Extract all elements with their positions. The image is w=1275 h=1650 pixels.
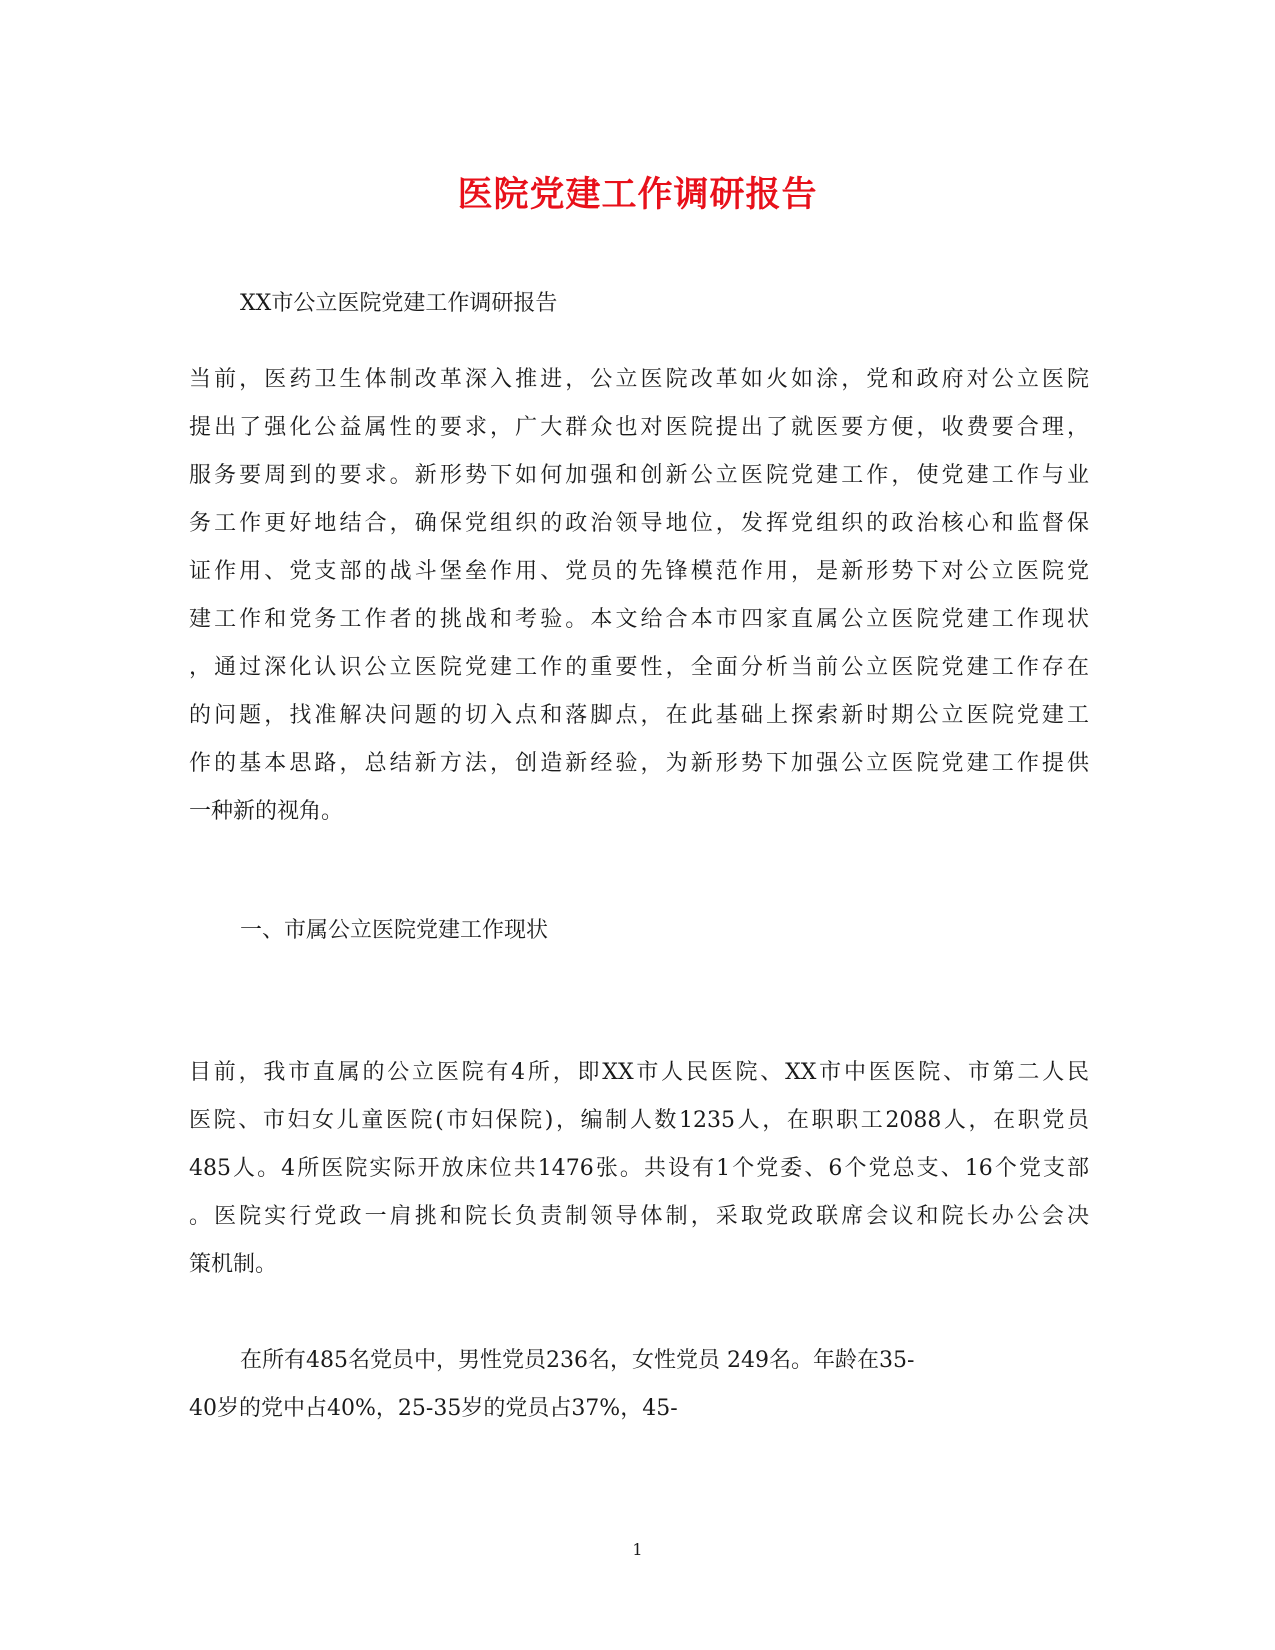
intro-paragraph: [189, 356, 1089, 836]
paragraph-line: 在所有485名党员中，男性党员236名，女性党员 249名。年龄在35-: [240, 1348, 915, 1373]
page-number: 1: [632, 1540, 643, 1559]
paragraph-line: ，通过深化认识公立医院党建工作的重要性，全面分析当前公立医院党建工作存在: [189, 655, 1089, 680]
document-title: 医院党建工作调研报告: [457, 174, 818, 215]
paragraph-line: 一种新的视角。: [189, 799, 344, 824]
paragraph-line: 40岁的党中占40%，25-35岁的党员占37%，45-: [189, 1396, 678, 1421]
paragraph-line: 的问题，找准解决问题的切入点和落脚点，在此基础上探索新时期公立医院党建工: [189, 703, 1089, 728]
paragraph-line: 务工作更好地结合，确保党组织的政治领导地位，发挥党组织的政治核心和监督保: [189, 511, 1089, 536]
paragraph-line: 485人。4所医院实际开放床位共1476张。共设有1个党委、6个党总支、16个党支部: [189, 1156, 1089, 1181]
paragraph-line: 提出了强化公益属性的要求，广大群众也对医院提出了就医要方便，收费要合理，: [189, 415, 1089, 440]
section-heading: 一、市属公立医院党建工作现状: [240, 918, 549, 943]
paragraph-line: 医院、市妇女儿童医院(市妇保院)，编制人数1235人，在职职工2088人，在职党员: [189, 1108, 1089, 1133]
paragraph-line: 作的基本思路，总结新方法，创造新经验，为新形势下加强公立医院党建工作提供: [189, 751, 1089, 776]
membership-paragraph: [189, 1337, 914, 1433]
paragraph-line: 证作用、党支部的战斗堡垒作用、党员的先锋模范作用，是新形势下对公立医院党: [189, 559, 1089, 584]
paragraph-line: 策机制。: [189, 1252, 278, 1277]
status-paragraph: [189, 1049, 1089, 1289]
paragraph-line: 服务要周到的要求。新形势下如何加强和创新公立医院党建工作，使党建工作与业: [189, 463, 1089, 488]
paragraph-line: 当前，医药卫生体制改革深入推进，公立医院改革如火如涂，党和政府对公立医院: [189, 367, 1089, 392]
paragraph-line: 。医院实行党政一肩挑和院长负责制领导体制，采取党政联席会议和院长办公会决: [189, 1204, 1089, 1229]
paragraph-line: 建工作和党务工作者的挑战和考验。本文给合本市四家直属公立医院党建工作现状: [189, 607, 1089, 632]
document-subtitle: XX市公立医院党建工作调研报告: [240, 291, 558, 316]
paragraph-line: 目前，我市直属的公立医院有4所，即XX市人民医院、XX市中医医院、市第二人民: [189, 1060, 1089, 1085]
